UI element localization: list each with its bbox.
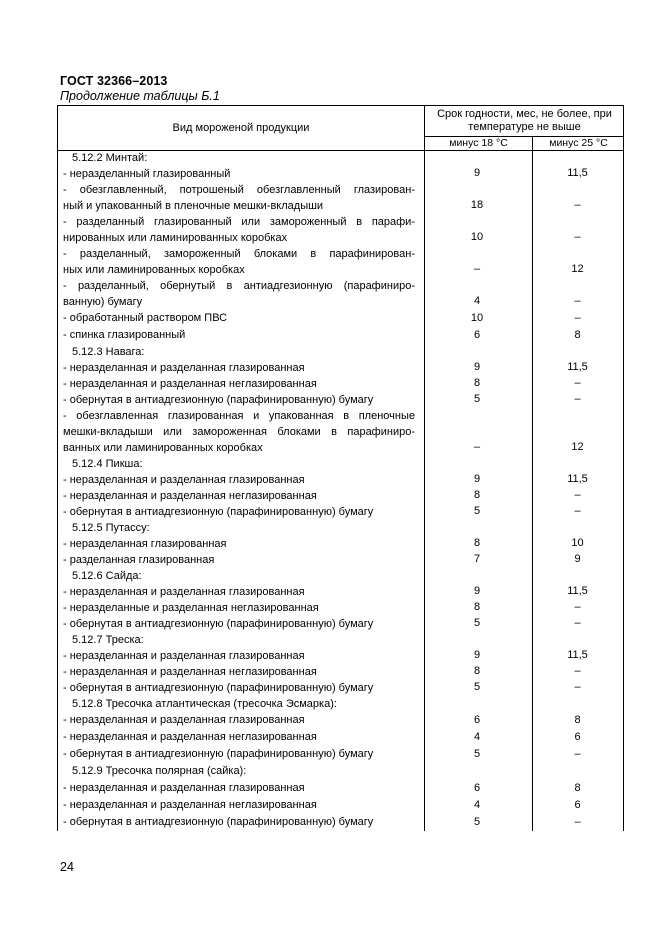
table-row <box>57 360 624 376</box>
table-row <box>57 262 624 278</box>
table-row <box>57 182 624 198</box>
column-header-minus-25: минус 25 °С <box>549 137 608 149</box>
table-row <box>57 198 624 214</box>
product-label: ных или ламинированных коробках <box>63 264 245 276</box>
table-row <box>57 440 624 456</box>
value-minus-25: 11,5 <box>567 585 588 597</box>
section-title: 5.12.4 Пикша: <box>72 458 143 470</box>
product-label: - разделанный глазированный или замороженный в парафи- <box>63 216 415 228</box>
product-label: - неразделанная глазированная <box>63 538 227 550</box>
value-minus-18: 4 <box>473 799 481 811</box>
value-minus-25: – <box>574 489 581 501</box>
product-label: - разделанный, обернутый в антиадгезионную (парафиниро- <box>63 280 415 292</box>
product-label: - неразделанная и разделанная глазированная <box>63 474 305 486</box>
value-minus-25: – <box>574 816 581 828</box>
value-minus-25: – <box>574 231 581 243</box>
value-minus-25: 12 <box>571 263 584 275</box>
table-row <box>57 310 624 327</box>
value-minus-25: – <box>574 393 581 405</box>
value-minus-18: 4 <box>473 295 481 307</box>
table-row <box>57 376 624 392</box>
product-label: мешки-вкладыши или замороженная блоками в парафиниро- <box>63 426 415 438</box>
column-header-minus-18: минус 18 °С <box>449 137 508 149</box>
table-section-row <box>57 520 624 536</box>
value-minus-25: – <box>574 665 581 677</box>
table-row <box>57 536 624 552</box>
section-title: 5.12.8 Тресочка атлантическая (тресочка Эсмарка): <box>72 698 337 710</box>
product-label: - обработанный раствором ПВС <box>63 312 228 324</box>
value-minus-18: 4 <box>473 731 481 743</box>
table-continuation-caption: Продолжение таблицы Б.1 <box>60 89 220 103</box>
value-minus-18: 18 <box>470 199 484 211</box>
value-minus-25: – <box>574 681 581 693</box>
product-label: ванных или ламинированных коробках <box>63 442 263 454</box>
section-title: 5.12.3 Навага: <box>72 346 145 358</box>
product-label: нированных или ламинированных коробках <box>63 232 288 244</box>
table-row <box>57 294 624 310</box>
value-minus-25: 8 <box>574 714 581 726</box>
product-label: ный и упакованный в пленочные мешки-вкладыши <box>63 200 324 212</box>
value-minus-18: 5 <box>473 393 481 405</box>
value-minus-25: 12 <box>571 441 584 453</box>
product-label: - обернутая в антиадгезионную (парафинированную) бумагу <box>63 506 374 518</box>
table-section-row <box>57 150 624 166</box>
value-minus-25: 11,5 <box>567 473 588 485</box>
table-row <box>57 472 624 488</box>
table-row <box>57 504 624 520</box>
value-minus-18: 5 <box>473 617 481 629</box>
product-label: - обезглавленный, потрошеный обезглавленный глазирован- <box>63 184 415 196</box>
table-row <box>57 584 624 600</box>
value-minus-25: – <box>574 505 581 517</box>
product-label: - неразделанная и разделанная глазированная <box>63 782 305 794</box>
product-label: ванную) бумагу <box>63 296 143 308</box>
value-minus-25: 11,5 <box>567 167 588 179</box>
table-row <box>57 552 624 568</box>
table-row <box>57 392 624 408</box>
product-label: - неразделанная и разделанная неглазированная <box>63 378 317 390</box>
table-row <box>57 408 624 424</box>
section-title: 5.12.7 Треска: <box>72 634 144 646</box>
value-minus-25: 8 <box>574 782 581 794</box>
product-label: - обернутая в антиадгезионную (парафинированную) бумагу <box>63 682 374 694</box>
value-minus-18: 5 <box>473 505 481 517</box>
value-minus-25: 8 <box>574 329 581 341</box>
value-minus-18: 8 <box>473 489 481 501</box>
value-minus-18: 6 <box>473 329 481 341</box>
value-minus-18: 6 <box>473 782 481 794</box>
value-minus-25: 6 <box>574 731 581 743</box>
value-minus-18: 9 <box>473 167 481 179</box>
product-label: - неразделанная и разделанная глазированная <box>63 714 305 726</box>
table-row <box>57 648 624 664</box>
table-body <box>57 150 624 831</box>
table-row <box>57 278 624 294</box>
product-label: - обезглавленная глазированная и упакованная в пленочные <box>63 410 415 422</box>
value-minus-18: 9 <box>473 649 481 661</box>
value-minus-18: 9 <box>473 361 481 373</box>
value-minus-18: 6 <box>473 714 481 726</box>
value-minus-18: 8 <box>473 537 481 549</box>
value-minus-18: 8 <box>473 665 481 677</box>
column-header-product: Вид мороженой продукции <box>172 122 310 134</box>
product-label: - разделанная глазированная <box>63 554 215 566</box>
value-minus-18: 10 <box>470 231 484 243</box>
table-row <box>57 712 624 729</box>
value-minus-25: – <box>574 377 581 389</box>
product-label: - неразделанная и разделанная глазированная <box>63 650 305 662</box>
section-title: 5.12.2 Минтай: <box>72 152 148 164</box>
value-minus-25: – <box>574 748 581 760</box>
table-row <box>57 327 624 344</box>
table-section-row <box>57 763 624 780</box>
value-minus-25: – <box>574 312 581 324</box>
product-label: - обернутая в антиадгезионную (парафинированную) бумагу <box>63 394 374 406</box>
table-row <box>57 230 624 246</box>
value-minus-18: 10 <box>470 312 484 324</box>
table-section-row <box>57 696 624 712</box>
table-row <box>57 664 624 680</box>
page-number: 24 <box>60 860 74 874</box>
value-minus-25: 10 <box>571 537 584 549</box>
table-row <box>57 729 624 746</box>
product-label: - разделанный, замороженный блоками в парафинирован- <box>63 248 415 260</box>
value-minus-18: 9 <box>473 473 481 485</box>
column-header-shelf-life: Срок годности, мес, не более, при температуре не выше <box>437 108 612 133</box>
section-title: 5.12.6 Сайда: <box>72 570 142 582</box>
section-title: 5.12.5 Путассу: <box>72 522 150 534</box>
product-label: - неразделанная и разделанная неглазированная <box>63 666 317 678</box>
value-minus-18: 8 <box>473 601 481 613</box>
table-row <box>57 488 624 504</box>
table-row <box>57 214 624 230</box>
table-row <box>57 680 624 696</box>
value-minus-25: 9 <box>574 553 581 565</box>
value-minus-18: 8 <box>473 377 481 389</box>
product-label: - неразделанная и разделанная неглазированная <box>63 490 317 502</box>
table-row <box>57 746 624 763</box>
product-label: - неразделанные и разделанная неглазированная <box>63 602 319 614</box>
product-label: - обернутая в антиадгезионную (парафинированную) бумагу <box>63 618 374 630</box>
table-section-row <box>57 344 624 360</box>
value-minus-18: – <box>473 441 481 453</box>
table-row <box>57 600 624 616</box>
value-minus-25: – <box>574 601 581 613</box>
value-minus-25: – <box>574 617 581 629</box>
table-row <box>57 814 624 831</box>
product-label: - неразделанная и разделанная неглазированная <box>63 731 317 743</box>
value-minus-18: 7 <box>473 553 481 565</box>
value-minus-25: – <box>574 295 581 307</box>
product-label: - обернутая в антиадгезионную (парафинированную) бумагу <box>63 816 374 828</box>
table-row <box>57 797 624 814</box>
value-minus-25: 11,5 <box>567 361 588 373</box>
product-label: - неразделанная и разделанная глазированная <box>63 362 305 374</box>
product-label: - неразделанный глазированный <box>63 168 231 180</box>
value-minus-18: 9 <box>473 585 481 597</box>
table-section-row <box>57 632 624 648</box>
value-minus-18: 5 <box>473 748 481 760</box>
product-label: - обернутая в антиадгезионную (парафинированную) бумагу <box>63 748 374 760</box>
table-section-row <box>57 568 624 584</box>
product-label: - неразделанная и разделанная неглазированная <box>63 799 317 811</box>
value-minus-25: 11,5 <box>567 649 588 661</box>
table-section-row <box>57 456 624 472</box>
value-minus-25: – <box>574 199 581 211</box>
value-minus-18: – <box>473 263 481 275</box>
value-minus-18: 5 <box>473 816 481 828</box>
table-row <box>57 424 624 440</box>
table-row <box>57 246 624 262</box>
value-minus-18: 5 <box>473 681 481 693</box>
table-row <box>57 780 624 797</box>
value-minus-25: 6 <box>574 799 581 811</box>
table-row <box>57 166 624 182</box>
table-row <box>57 616 624 632</box>
document-title: ГОСТ 32366–2013 <box>60 74 168 88</box>
product-label: - спинка глазированный <box>63 329 186 341</box>
section-title: 5.12.9 Тресочка полярная (сайка): <box>72 765 247 777</box>
product-label: - неразделанная и разделанная глазированная <box>63 586 305 598</box>
